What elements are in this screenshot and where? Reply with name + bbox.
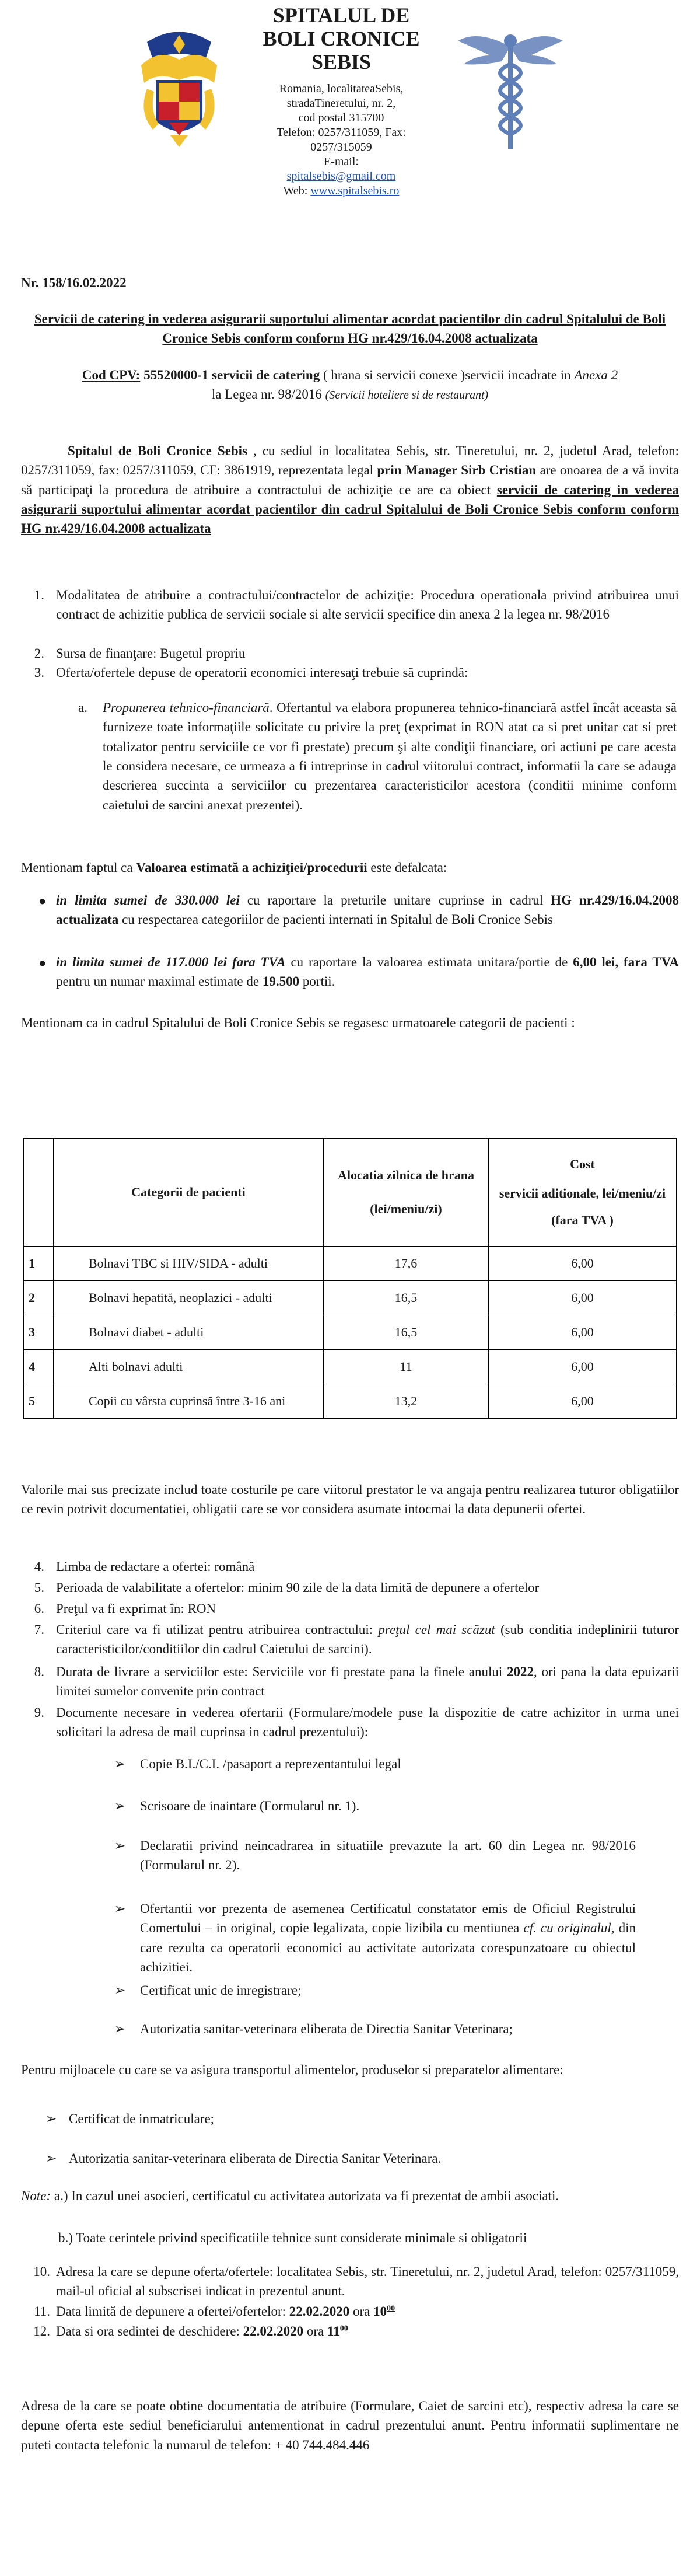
deadline-hour-label: ora (349, 2304, 374, 2319)
row-allocation: 17,6 (324, 1247, 489, 1281)
intro-hospital-name: Spitalul de Boli Cronice Sebis (68, 444, 247, 458)
criterion-label: Criteriul care va fi utilizat pentru atribuirea contractului: (56, 1622, 379, 1637)
caduceus-icon (455, 23, 566, 152)
cost-header-unit: servicii aditionale, lei/meniu/zi (499, 1185, 666, 1200)
bullet-icon: ● (38, 893, 47, 908)
list-item: Modalitatea de atribuire a contractului/contractelor de achiziţie: Procedura operationala privind atribuirea unui contract de achizitie publica de servicii sociale si alte servicii specifice din anexa 2 la legea nr. 98/2016 (56, 588, 679, 622)
arrow-bullet-icon: ➢ (114, 1799, 126, 1813)
allocation-header-title: Alocatia zilnica de hrana (337, 1167, 475, 1182)
list-item: Sursa de finanţare: Bugetul propriu (56, 646, 246, 661)
arrow-bullet-icon: ➢ (114, 1983, 126, 1998)
list-item: Documente necesare in vederea ofertarii (Formulare/modele puse la dispozitie de catre achizitor in urma unei solicitari la adresa de mail cuprinsa in cadrul prezentului): (56, 1705, 679, 1740)
bullet-item (56, 952, 679, 992)
cost-header-vat: (fara TVA ) (551, 1213, 614, 1228)
duration-condition: , ori pana la data epuizarii limitei sumelor convenite prin contract (56, 1664, 680, 1699)
table-row (24, 1384, 677, 1419)
table-row (24, 1350, 677, 1384)
cpv-annex: Anexa 2 (574, 368, 618, 382)
list-item: Perioada de valabilitate a ofertelor: minim 90 zile de la data limită de depunere a ofertelor (56, 1580, 540, 1595)
hospital-name-line2: BOLI CRONICE (262, 27, 420, 50)
table-row (24, 1281, 677, 1315)
list-number: 1. (34, 588, 44, 602)
deadline-minutes: 00 (387, 2304, 396, 2313)
deadline-label: Data limită de depunere a ofertei/ofertelor: (56, 2304, 289, 2319)
arrow-bullet-icon: ➢ (46, 2111, 57, 2126)
document-item: Certificat unic de inregistrare; (140, 1983, 302, 1998)
intro-text: , cu sediul in localitatea Sebis, str. Tineretului, nr. 2, judetul Arad, telefon: 0257/311059, fax: 0257/311059, CF: 3861919, reprezentata legal (21, 444, 679, 478)
opening-label: Data si ora sedintei de deschidere: (56, 2324, 243, 2338)
intro-object: servicii de catering in vederea asigurarii suportului alimentar acordat pacientilor din cadrul Spitalului de Boli Cronice Sebis conform conform HG nr.429/16.04.2008 actualizata (21, 482, 679, 536)
document-subject: Servicii de catering in vederea asigurarii suportului alimentar acordat pacientilor din cadrul Spitalului de Boli Cronice Sebis conform conform HG nr.429/16.04.2008 actualizata (34, 312, 666, 346)
list-number: 2. (34, 646, 44, 661)
transport-intro: Pentru mijloacele cu care se va asigura transportul alimentelor, produselor si preparatelor alimentare: (21, 2062, 564, 2077)
criterion-condition: (sub conditia indeplinirii tuturor caracteristicilor/conditiilor din cadrul Caietului de sarcini). (56, 1622, 679, 1657)
address-line: stradaTineretului, nr. 2, (286, 97, 396, 110)
allocation-header-unit: (lei/meniu/zi) (370, 1202, 442, 1216)
row-number: 1 (24, 1247, 54, 1281)
patient-categories-table (23, 1138, 677, 1419)
list-number: 10. (33, 2264, 50, 2279)
address-line: Romania, localitateaSebis, (279, 82, 404, 95)
row-cost: 6,00 (489, 1247, 677, 1281)
list-item: Limba de redactare a ofertei: română (56, 1559, 255, 1574)
address-line: Telefon: 0257/311059, Fax: (276, 126, 406, 139)
document-item: Copie B.I./C.I. /pasaport a reprezentantului legal (140, 1757, 401, 1771)
estimated-value-intro (21, 858, 679, 877)
document-item: Autorizatia sanitar-veterinara eliberata de Directia Sanitar Veterinara; (140, 2022, 513, 2036)
row-category: Copii cu vârsta cuprinsă între 3-16 ani (54, 1384, 324, 1419)
opening-minutes: 00 (340, 2324, 348, 2333)
email-link[interactable]: spitalsebis@gmail.com (286, 170, 396, 183)
opening-date: 22.02.2020 (243, 2324, 304, 2338)
list-item: Adresa la care se depune oferta/ofertele: localitatea Sebis, str. Tineretului, nr. 2, judetul Arad, telefon: 0257/311059, mail-ul oficial al subscrisei indicat in prezentul anunt. (56, 2264, 679, 2299)
hospital-name-line3: SEBIS (311, 50, 372, 74)
col-category-header: Categorii de pacienti (54, 1139, 324, 1247)
intro-manager: prin Manager Sirb Cristian (377, 463, 537, 478)
row-allocation: 11 (324, 1350, 489, 1384)
arrow-bullet-icon: ➢ (114, 2022, 126, 2036)
col-cost-header (489, 1139, 677, 1247)
intro-paragraph (21, 441, 679, 539)
opening-hour: 11 (327, 2324, 340, 2338)
row-number: 5 (24, 1384, 54, 1419)
duration-label: Durata de livrare a serviciilor este: Serviciile vor fi prestate pana la finele anului (56, 1664, 508, 1679)
hospital-header (245, 4, 438, 198)
list-item (56, 1662, 679, 1701)
row-cost: 6,00 (489, 1315, 677, 1350)
criterion-value: preţul cel mai scăzut (378, 1622, 495, 1637)
romania-coat-of-arms-icon (135, 25, 223, 150)
list-number: 3. (34, 665, 44, 680)
list-item (56, 2302, 679, 2321)
arrow-bullet-icon: ➢ (46, 2151, 57, 2166)
web-label: Web: (283, 184, 308, 197)
bullet-text: cu respectarea categoriilor de pacienti internati in Spitalul de Boli Cronice Sebis (118, 912, 554, 927)
transport-item: Autorizatia sanitar-veterinara eliberata de Directia Sanitar Veterinara. (69, 2151, 442, 2166)
col-number-header (24, 1139, 54, 1247)
row-number: 3 (24, 1315, 54, 1350)
closing-paragraph: Adresa de la care se poate obtine documentatia de atribuire (Formulare, Caiet de sarcini etc), respectiv adresa la care se depune oferta este sediul beneficiarului antementionat in cadrul prezentului anunt. Pentru informatii suplimentare ne puteti contacta telefonic la numarul de telefon: + 40 744.484.446 (21, 2399, 679, 2452)
list-number: 8. (34, 1664, 44, 1679)
list-number: 6. (34, 1601, 44, 1616)
estimated-label: Valoarea estimată a achiziţiei/procedurii (136, 860, 368, 875)
row-allocation: 13,2 (324, 1384, 489, 1419)
note-label: Note: (21, 2188, 51, 2203)
document-item: Declaratii privind neincadrarea in situatiile prevazute la art. 60 din Legea nr. 98/2016 (Formularul nr. 2). (140, 1838, 636, 1873)
deadline-date: 22.02.2020 (289, 2304, 350, 2319)
document-item: Scrisoare de inaintare (Formularul nr. 1). (140, 1799, 360, 1813)
bullet-text: pentru un numar maximal estimate de (56, 974, 262, 989)
bullet-portions: 19.500 (262, 974, 300, 989)
technical-financial-proposal (103, 698, 677, 815)
bullet-reference: HG nr.429/16.04.2008 actualizata (56, 893, 679, 927)
note-a-text: a.) In cazul unei asocieri, certificatul cu activitatea autorizata va fi prezentat de ambii asociati. (51, 2188, 559, 2203)
hospital-contact (245, 82, 438, 198)
bullet-item (56, 891, 679, 930)
intro-text-2: are onoarea de a vă invita să participaţi la procedura de atribuire a contractului de achiziţie ce are ca obiect (21, 463, 679, 497)
table-row (24, 1247, 677, 1281)
categories-intro: Mentionam ca in cadrul Spitalului de Boli Cronice Sebis se regasesc urmatoarele categorii de pacienti : (21, 1015, 575, 1030)
sub-item-letter: a. (78, 700, 88, 715)
opening-hour-label: ora (303, 2324, 327, 2338)
bullet-text: cu raportare la preturile unitare cuprinse in cadrul (239, 893, 551, 907)
bullet-amount: in limita sumei de 117.000 lei fara TVA (56, 955, 286, 969)
list-item: Oferta/ofertele depuse de operatorii economici interesaţi trebuie să cuprindă: (56, 665, 468, 680)
address-line: cod postal 315700 (298, 111, 384, 124)
cost-header-title: Cost (570, 1156, 595, 1171)
note-a (21, 2186, 679, 2205)
list-item (56, 1620, 679, 1659)
row-category: Bolnavi TBC si HIV/SIDA - adulti (54, 1247, 324, 1281)
arrow-bullet-icon: ➢ (114, 1757, 126, 1771)
list-number: 7. (34, 1622, 44, 1637)
cpv-code: 55520000-1 servicii de catering (144, 368, 320, 382)
table-row (24, 1315, 677, 1350)
cpv-law-note: (Servicii hoteliere si de restaurant) (325, 389, 489, 402)
cpv-law: la Legea nr. 98/2016 (211, 387, 326, 402)
address-line: 0257/315059 (310, 141, 372, 153)
list-number: 5. (34, 1580, 44, 1595)
bullet-text: cu raportare la valoarea estimata unitara/portie de (285, 955, 573, 969)
list-item: Preţul va fi exprimat în: RON (56, 1601, 216, 1616)
row-number: 2 (24, 1281, 54, 1315)
transport-item: Certificat de inmatriculare; (69, 2111, 215, 2126)
table-header-row (24, 1139, 677, 1247)
row-cost: 6,00 (489, 1281, 677, 1315)
address-line: E-mail: (324, 155, 359, 168)
bullet-reference: 6,00 lei, fara TVA (573, 955, 679, 969)
certificate-text: Ofertantii vor prezenta de asemenea Certificatul constatator emis de Oficiul Registrului Comertului – in original, copie legalizata, copie lizibila cu mentiunea (140, 1901, 636, 1936)
bullet-text: portii. (299, 974, 335, 989)
row-number: 4 (24, 1350, 54, 1384)
deadline-hour: 10 (373, 2304, 387, 2319)
row-allocation: 16,5 (324, 1315, 489, 1350)
list-number: 9. (34, 1705, 44, 1720)
row-category: Bolnavi diabet - adulti (54, 1315, 324, 1350)
certificate-mention: cf. cu originalul (523, 1921, 611, 1936)
list-number: 12. (33, 2324, 50, 2338)
cpv-description: ( hrana si servicii conexe )servicii incadrate in (320, 368, 575, 382)
estimated-post: este defalcata: (367, 860, 447, 875)
list-number: 11. (34, 2304, 50, 2319)
proposal-text: . Ofertantul va elabora propunerea tehnico-financiară astfel încât aceasta să furnizeze toate informaţiile solicitate cu privire la preţ (exprimat in RON atat ca si pret unitar cat si pret totalizator pentru serviciile ce vor fi prestate) precum şi alte condiţii financiare, ori actiuni pe care acesta le considera necesare, ce urmeaza a fi intreprinse in cadrul viitorului contract, informatii la care se adauga descrierea succinta a serviciilor cu prezentarea caracteristicilor acestora (conditii minime conform caietului de sarcini anexat prezentei). (103, 700, 677, 812)
note-b: b.) Toate cerintele privind specificatiile tehnice sunt considerate minimale si obligatorii (58, 2231, 527, 2245)
row-category: Bolnavi hepatită, neoplazici - adulti (54, 1281, 324, 1315)
values-note: Valorile mai sus precizate includ toate costurile pe care viitorul prestator le va angaja pentru realizarea tuturor obligatiilor ce revin potrivit documentatiei, obligatii care se vor considera asumate intocmai la data depunerii ofertei. (21, 1482, 679, 1517)
row-cost: 6,00 (489, 1350, 677, 1384)
proposal-title: Propunerea tehnico-financiară (103, 700, 270, 715)
arrow-bullet-icon: ➢ (114, 1901, 126, 1916)
cpv-block (21, 365, 679, 404)
col-allocation-header (324, 1139, 489, 1247)
arrow-bullet-icon: ➢ (114, 1838, 126, 1853)
document-number: Nr. 158/16.02.2022 (21, 275, 127, 290)
duration-year: 2022 (507, 1664, 534, 1679)
certificate-tail: , din care rezulta ca operatorii economici au activitate autorizata corespunzatoare cu obiectul achizitiei. (140, 1921, 636, 1975)
row-category: Alti bolnavi adulti (54, 1350, 324, 1384)
bullet-icon: ● (38, 955, 47, 970)
web-link[interactable]: www.spitalsebis.ro (310, 184, 400, 197)
document-item (140, 1899, 636, 1977)
estimated-pre: Mentionam faptul ca (21, 860, 136, 875)
bullet-amount: in limita sumei de 330.000 lei (56, 893, 240, 907)
list-item (56, 2322, 679, 2341)
list-number: 4. (34, 1559, 44, 1574)
row-cost: 6,00 (489, 1384, 677, 1419)
cpv-label: Cod CPV: (82, 368, 141, 382)
row-allocation: 16,5 (324, 1281, 489, 1315)
hospital-name-line1: SPITALUL DE (272, 4, 410, 27)
